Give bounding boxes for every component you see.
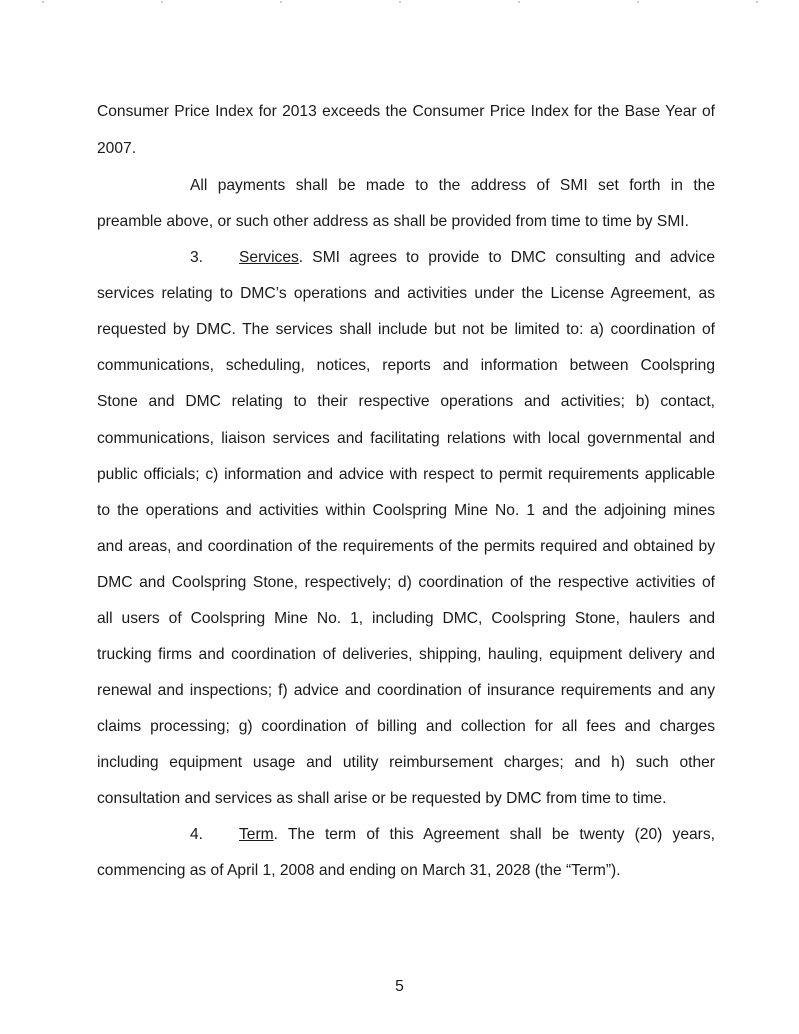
paragraph-line: renewal and inspections; f) advice and coordination of insurance requirements and any bbox=[97, 682, 715, 699]
section-text: . SMI agrees to provide to DMC consulting and advice bbox=[298, 249, 715, 266]
paragraph-line: trucking firms and coordination of deliveries, shipping, hauling, equipment delivery and bbox=[97, 646, 715, 663]
paragraph-line: and areas, and coordination of the requirements of the permits required and obtained by bbox=[97, 538, 715, 555]
section-heading: Services bbox=[239, 249, 299, 266]
page-number: 5 bbox=[395, 978, 404, 995]
paragraph-line: DMC and Coolspring Stone, respectively; d) coordination of the respective activities of bbox=[97, 574, 715, 591]
paragraph-line: consultation and services as shall arise or be requested by DMC from time to time. bbox=[97, 790, 667, 807]
paragraph-line: services relating to DMC’s operations and activities under the License Agreement, as bbox=[97, 285, 715, 302]
paragraph-line: communications, scheduling, notices, reports and information between Coolspring bbox=[97, 357, 715, 374]
section-4-first-line bbox=[190, 826, 715, 844]
paragraph-line: Consumer Price Index for 2013 exceeds the Consumer Price Index for the Base Year of bbox=[97, 103, 715, 120]
paragraph-line: preamble above, or such other address as shall be provided from time to time by SMI. bbox=[97, 213, 689, 230]
section-heading: Term bbox=[239, 826, 274, 843]
scan-artifacts bbox=[0, 0, 799, 6]
paragraph-line: Stone and DMC relating to their respective operations and activities; b) contact, bbox=[97, 393, 715, 410]
paragraph-line: communications, liaison services and facilitating relations with local governmental and bbox=[97, 430, 715, 447]
paragraph-line: public officials; c) information and advice with respect to permit requirements applicable bbox=[97, 466, 715, 483]
paragraph-line: claims processing; g) coordination of billing and collection for all fees and charges bbox=[97, 718, 715, 735]
paragraph-line: 2007. bbox=[97, 140, 137, 157]
section-text: . The term of this Agreement shall be twenty (20) years, bbox=[273, 826, 715, 843]
section-number: 3. bbox=[190, 249, 204, 266]
paragraph-line: to the operations and activities within Coolspring Mine No. 1 and the adjoining mines bbox=[97, 502, 715, 519]
section-number: 4. bbox=[190, 826, 204, 843]
paragraph-line: requested by DMC. The services shall include but not be limited to: a) coordination of bbox=[97, 321, 715, 338]
paragraph-line: commencing as of April 1, 2008 and ending on March 31, 2028 (the “Term”). bbox=[97, 862, 621, 879]
paragraph-line: including equipment usage and utility reimbursement charges; and h) such other bbox=[97, 754, 715, 771]
paragraph-line: all users of Coolspring Mine No. 1, including DMC, Coolspring Stone, haulers and bbox=[97, 610, 715, 627]
paragraph-line: All payments shall be made to the address of SMI set forth in the bbox=[190, 177, 715, 194]
section-3-first-line bbox=[190, 249, 715, 267]
